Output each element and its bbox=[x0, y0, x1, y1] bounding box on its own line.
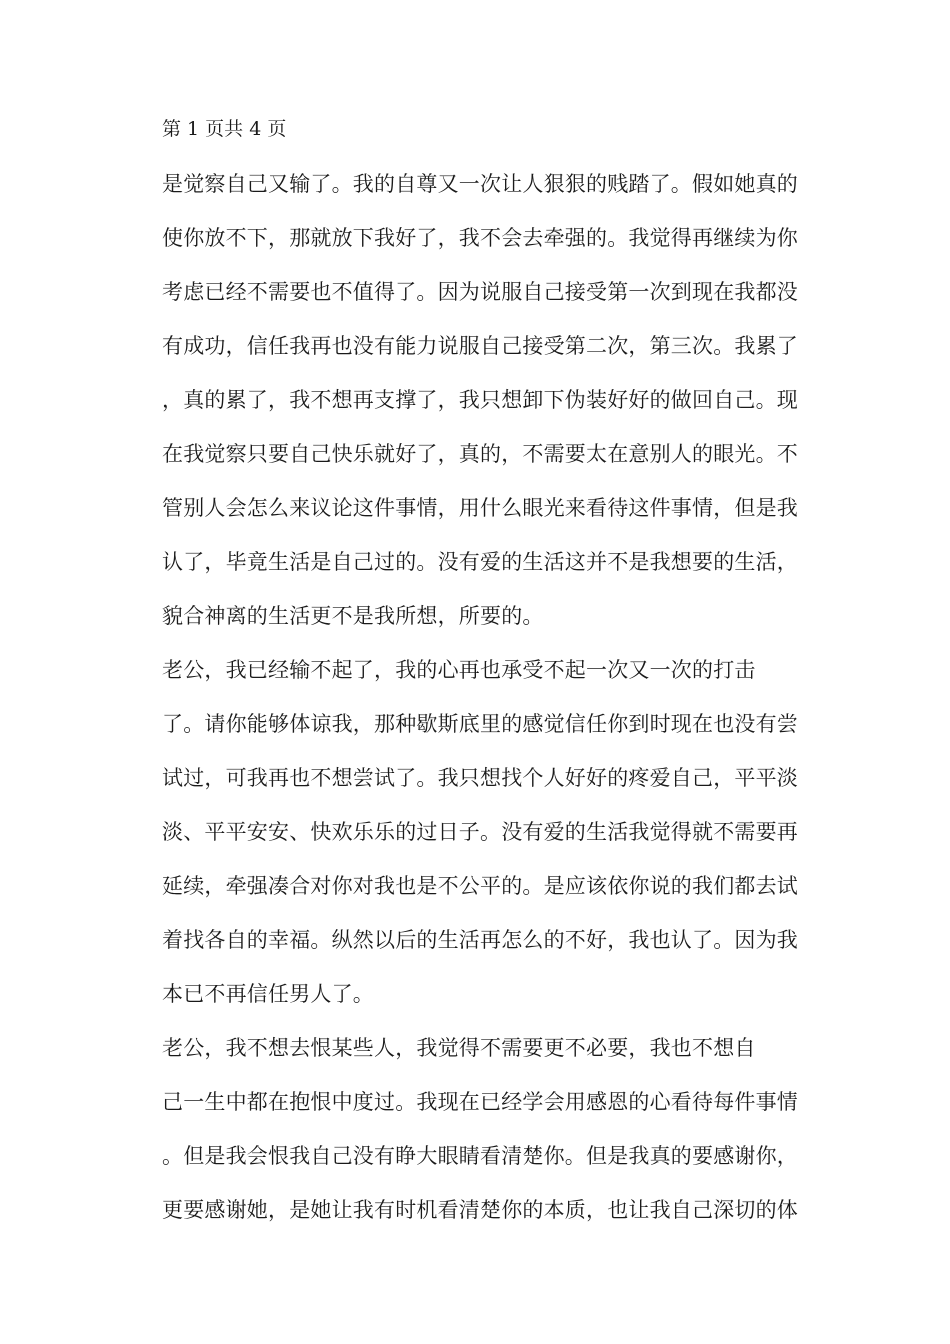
text-line: 老公，我不想去恨某些人，我觉得不需要更不必要，我也不想自 bbox=[162, 1036, 756, 1060]
text-line: 淡、平平安安、快欢乐乐的过日子。没有爱的生活我觉得就不需要再 bbox=[162, 820, 798, 844]
text-line: 使你放不下，那就放下我好了，我不会去牵强的。我觉得再继续为你 bbox=[162, 226, 798, 250]
text-line: 延续，牵强凑合对你对我也是不公平的。是应该依你说的我们都去试 bbox=[162, 874, 798, 898]
text-line: 。但是我会恨我自己没有睁大眼睛看清楚你。但是我真的要感谢你， bbox=[162, 1144, 798, 1168]
text-line: 在我觉察只要自己快乐就好了，真的，不需要太在意别人的眼光。不 bbox=[162, 442, 798, 466]
text-line: 老公，我已经输不起了，我的心再也承受不起一次又一次的打击 bbox=[162, 658, 756, 682]
text-line: 着找各自的幸福。纵然以后的生活再怎么的不好，我也认了。因为我 bbox=[162, 928, 798, 952]
text-line: 认了，毕竟生活是自己过的。没有爱的生活这并不是我想要的生活， bbox=[162, 550, 798, 574]
text-line: 考虑已经不需要也不值得了。因为说服自己接受第一次到现在我都没 bbox=[162, 280, 798, 304]
text-line: 是觉察自己又输了。我的自尊又一次让人狠狠的贱踏了。假如她真的 bbox=[162, 172, 798, 196]
text-line: 己一生中都在抱恨中度过。我现在已经学会用感恩的心看待每件事情 bbox=[162, 1090, 798, 1114]
page-number-header: 第 1 页共 4 页 bbox=[162, 118, 287, 140]
text-line: 有成功，信任我再也没有能力说服自己接受第二次，第三次。我累了 bbox=[162, 334, 798, 358]
text-line: ，真的累了，我不想再支撑了，我只想卸下伪装好好的做回自己。现 bbox=[162, 388, 798, 412]
text-line: 了。请你能够体谅我，那种歇斯底里的感觉信任你到时现在也没有尝 bbox=[162, 712, 798, 736]
text-line: 本已不再信任男人了。 bbox=[162, 982, 374, 1006]
text-line: 试过，可我再也不想尝试了。我只想找个人好好的疼爱自己，平平淡 bbox=[162, 766, 798, 790]
text-line: 管别人会怎么来议论这件事情，用什么眼光来看待这件事情，但是我 bbox=[162, 496, 798, 520]
text-line: 貌合神离的生活更不是我所想，所要的。 bbox=[162, 604, 544, 628]
text-line: 更要感谢她，是她让我有时机看清楚你的本质，也让我自己深切的体 bbox=[162, 1198, 798, 1222]
